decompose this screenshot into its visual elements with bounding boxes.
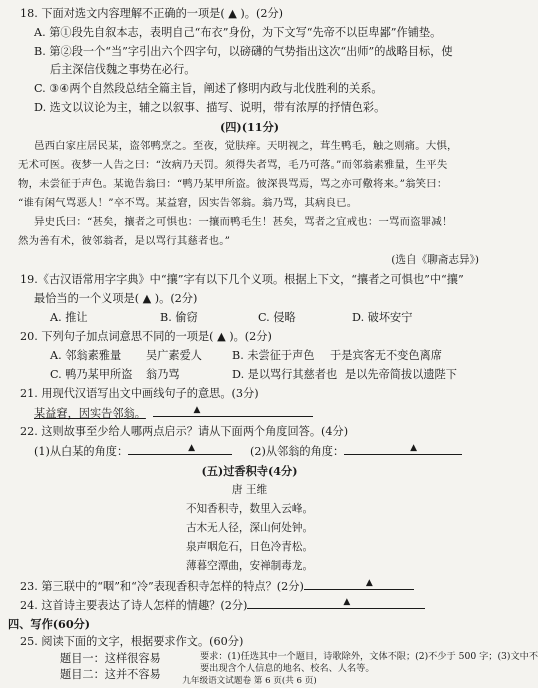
q22-blank-1[interactable]: ▲ — [128, 443, 232, 455]
q20-c-left: C. 鸭乃某甲所盗 — [50, 368, 133, 381]
q20-c-right: 翁乃骂 — [146, 368, 180, 381]
q18-option-a: A. 第①段先自叙本志，表明自己“布衣”身份，为下文写“先帝不以臣卑鄙”作铺垫。 — [34, 26, 442, 39]
classical-line-1: 邑西白家庄居民某，盗邻鸭烹之。至夜，觉肤痒。天明视之，茸生鸭毛，触之则痛。大惧， — [34, 140, 458, 152]
classical-source: (选自《聊斋志异》) — [391, 254, 479, 266]
q24-stem: 24. 这首诗主要表达了诗人怎样的情趣？(2分) — [20, 599, 248, 612]
poem-line-3: 泉声咽危石，日色冷青松。 — [185, 541, 314, 553]
poem-line-4: 薄暮空潭曲，安禅制毒龙。 — [185, 560, 314, 572]
poem-line-2: 古木无人径，深山何处钟。 — [185, 522, 314, 534]
q21-sentence-line — [34, 405, 313, 422]
q20-a-right: 吴广素爱人 — [146, 349, 202, 362]
q20-b-right: 于是宾客无不变色离席 — [330, 349, 442, 362]
q21-answer-blank[interactable]: ▲ — [153, 405, 313, 417]
q21-stem: 21. 用现代汉语写出文中画线句子的意思。(3分) — [20, 387, 259, 400]
q24-answer-blank[interactable]: ▲ — [247, 597, 425, 609]
q23-answer-blank[interactable]: ▲ — [304, 578, 414, 590]
page-footer: 九年级语文试题卷 第 6 页(共 6 页) — [182, 676, 317, 686]
q23-line — [20, 578, 414, 595]
q22-part1: (1)从白某的角度： ▲ — [34, 443, 232, 460]
q19-option-b: B. 偷窃 — [160, 311, 198, 324]
q19-stem: 19.《古汉语常用字字典》中“攘”字有以下几个义项。根据上下文，“攘者之可惧也”中“攘” — [20, 273, 464, 286]
classical-line-5: 异史氏曰：“甚矣，攘者之可惧也：一攘而鸭毛生！甚矣，骂者之宜戒也：一骂而盗罪减！ — [34, 216, 453, 228]
classical-line-6: 然为善有术，彼邻翁者，是以骂行其慈者也。” — [18, 235, 231, 247]
q22-stem: 22. 这则故事至少给人哪两点启示？请从下面两个角度回答。(4分) — [20, 425, 349, 438]
q18-option-d: D. 选文以议论为主，辅之以叙事、描写、说明，带有浓厚的抒情色彩。 — [34, 101, 386, 114]
q18-option-b: B. 第②段一个“当”字引出六个四字句，以磅礴的气势指出这次“出师”的战略目标，使 — [34, 45, 453, 58]
q20-b-left: B. 未尝征于声色 — [232, 349, 315, 362]
q19-option-d: D. 破坏安宁 — [352, 311, 413, 324]
section5-header: (五)过香积寺(4分) — [201, 464, 298, 478]
q25-topic-1: 题目一：这样很容易 — [60, 652, 161, 665]
q19-option-c: C. 侵略 — [258, 311, 296, 324]
q19-option-a: A. 推让 — [50, 311, 88, 324]
q20-a-left: A. 邻翁素雅量 — [50, 349, 122, 362]
q25-requirement-2: 要出现含个人信息的地名、校名、人名等。 — [200, 663, 375, 674]
q23-stem: 23. 第三联中的“咽”和“冷”表现香积寺怎样的特点？(2分) — [20, 580, 304, 593]
classical-line-4: “谁有闲气骂恶人！”卒不骂。某益窘，因实告邻翁。翁乃骂，其病良已。 — [18, 197, 358, 209]
writing-section-header: 四、写作(60分) — [8, 617, 91, 631]
q25-requirement-1: 要求：(1)任选其中一个题目，诗歌除外，文体不限；(2)不少于 500 字；(3)文中不 — [200, 651, 538, 662]
q19-stem-cont: 最恰当的一个义项是( ▲ )。(2分) — [34, 292, 198, 305]
q20-d-right: 是以先帝简拔以遗陛下 — [345, 368, 457, 381]
poem-author: 唐 王维 — [231, 484, 268, 496]
q25-stem: 25. 阅读下面的文字，根据要求作文。(60分) — [20, 635, 244, 648]
section4-header: (四)(11分) — [219, 120, 280, 134]
q22-part2: (2)从邻翁的角度： ▲ — [250, 443, 462, 460]
q18-option-b-cont: 后主深信伐魏之事势在必行。 — [50, 63, 196, 76]
q24-line — [20, 597, 425, 614]
q21-underlined-sentence: 某益窘，因实告邻翁。 — [34, 407, 146, 420]
poem-line-1: 不知香积寺，数里入云峰。 — [185, 503, 314, 515]
q20-stem: 20. 下列句子加点词意思不同的一项是( ▲ )。(2分) — [20, 330, 272, 343]
q25-topic-2: 题目二：这并不容易 — [60, 668, 161, 681]
q18-stem: 18. 下面对选文内容理解不正确的一项是( ▲ )。(2分) — [20, 7, 284, 20]
q22-blank-2[interactable]: ▲ — [344, 443, 462, 455]
classical-line-3: 物，未尝征于声色。某诡告翁曰：“鸭乃某甲所盗。彼深畏骂焉，骂之亦可儆将来。”翁笑曰： — [18, 178, 448, 190]
q20-d-left: D. 是以骂行其慈者也 — [232, 368, 338, 381]
classical-line-2: 无术可医。夜梦一人告之曰：“汝病乃天罚。须得失者骂，毛乃可落。”而邻翁素雅量，生平失 — [18, 159, 448, 171]
q18-option-c: C. ③④两个自然段总结全篇主旨，阐述了修明内政与北伐胜利的关系。 — [34, 82, 383, 95]
